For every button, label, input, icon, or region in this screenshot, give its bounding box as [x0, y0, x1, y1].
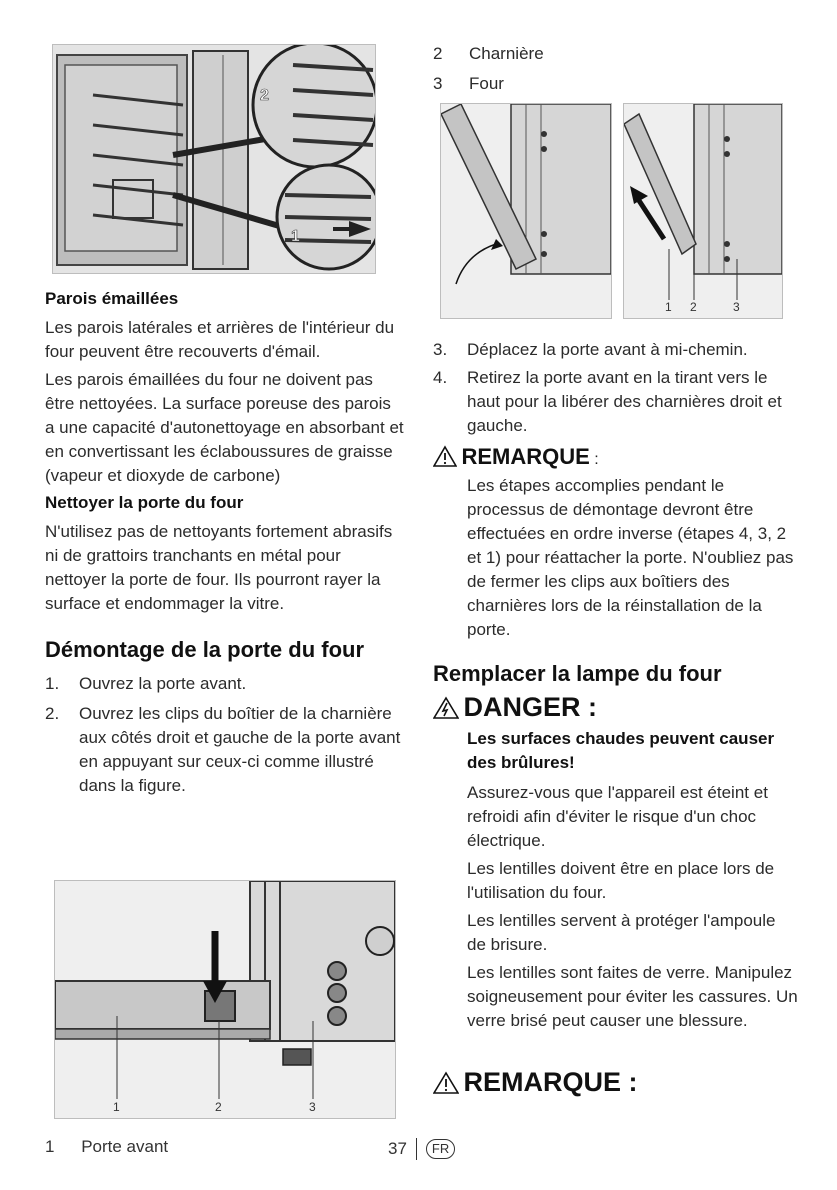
note-title: REMARQUE [461, 444, 590, 469]
door-removal-drawing-right [624, 104, 782, 318]
step-text: Ouvrez la porte avant. [79, 674, 247, 693]
step-3 [433, 338, 798, 362]
danger-warning: Les surfaces chaudes peuvent causer des brûlures! [467, 729, 775, 772]
fig3-label-3: 3 [733, 300, 740, 314]
fig3-label-1: 1 [665, 300, 672, 314]
oven-interior-figure [52, 44, 376, 274]
legend-item-charniere [433, 42, 798, 66]
legend-number: 1 [45, 1137, 55, 1156]
door-removal-drawing-left [441, 104, 611, 318]
fig1-label-1: 1 [291, 228, 300, 245]
step-number: 2. [45, 704, 60, 723]
hinge-clip-figure [54, 880, 396, 1119]
note-colon: : [594, 451, 599, 468]
page-number: 37 [388, 1139, 407, 1158]
paragraph-parois-1: Les parois latérales et arrières de l'intérieur du four peuvent être recouverts d'émail. [45, 318, 395, 361]
step-4 [433, 366, 798, 438]
step-2 [45, 702, 405, 798]
note2-title: REMARQUE : [463, 1067, 638, 1097]
danger-paragraph-4: Les lentilles sont faites de verre. Manipulez soigneusement pour éviter les cassures. Un verre brisé peut causer une blessure. [467, 963, 798, 1030]
footer-divider [416, 1138, 417, 1160]
fig2-label-3: 3 [309, 1100, 316, 1114]
hinge-clip-drawing [55, 881, 395, 1118]
oven-interior-drawing [53, 45, 375, 273]
heading-parois: Parois émaillées [45, 289, 179, 308]
paragraph-parois-2: Les parois émaillées du four ne doivent pas être nettoyées. La surface poreuse des parois a une capacité d'autonettoyage en absorbant et en convertissant les éclaboussures de graisse (vapeur et dioxyde de carbone) [45, 370, 404, 485]
danger-icon [433, 696, 459, 719]
section-title-lampe: Remplacer la lampe du four [433, 661, 722, 686]
fig1-label-2: 2 [260, 87, 269, 104]
danger-heading [433, 692, 798, 723]
heading-nettoyer-porte: Nettoyer la porte du four [45, 493, 244, 512]
danger-paragraph-3: Les lentilles servent à protéger l'ampoule de brisure. [467, 911, 776, 954]
fig2-label-1: 1 [113, 1100, 120, 1114]
warning-icon [433, 1071, 459, 1094]
legend-text: Porte avant [81, 1137, 169, 1156]
door-removal-figure-left [440, 103, 612, 319]
note2-heading [433, 1067, 798, 1098]
page-footer [388, 1138, 455, 1160]
step-number: 3. [433, 340, 448, 359]
fig2-label-2: 2 [215, 1100, 222, 1114]
note-heading [433, 444, 798, 470]
step-text: Ouvrez les clips du boîtier de la charnière aux côtés droit et gauche de la porte avant en appuyant sur ceux-ci comme illustré dans la figure. [79, 704, 401, 795]
note-text: Les étapes accomplies pendant le processus de démontage devront être effectuées en ordre inverse (étapes 4, 3, 2 et 1) pour réattacher la porte. N'oubliez pas de fermer les clips aux boîtiers des charnières lors de la réinstallation de la porte. [467, 476, 794, 639]
danger-paragraph-2: Les lentilles doivent être en place lors de l'utilisation du four. [467, 859, 775, 902]
danger-title: DANGER : [463, 692, 597, 722]
danger-paragraph-1: Assurez-vous que l'appareil est éteint et refroidi afin d'éviter le risque d'un choc électrique. [467, 783, 768, 850]
paragraph-nettoyer: N'utilisez pas de nettoyants fortement abrasifs ni de grattoirs tranchants en métal pour nettoyer la porte de four. Ils pourront rayer la surface et endommager la vitre. [45, 522, 393, 613]
fig3-label-2: 2 [690, 300, 697, 314]
step-text: Déplacez la porte avant à mi-chemin. [467, 340, 748, 359]
legend-text: Four [469, 74, 504, 93]
language-badge: FR [426, 1139, 455, 1159]
legend-number: 2 [433, 44, 443, 63]
door-removal-figure-right [623, 103, 783, 319]
step-number: 4. [433, 368, 448, 387]
legend-list [433, 42, 798, 96]
left-column [45, 288, 405, 798]
right-column [433, 338, 798, 1098]
step-1 [45, 672, 405, 696]
legend-porte-avant [45, 1137, 168, 1157]
warning-icon [433, 445, 457, 467]
step-text: Retirez la porte avant en la tirant vers le haut pour la libérer des charnières droit et gauche. [467, 368, 782, 435]
section-title-demontage: Démontage de la porte du four [45, 637, 365, 662]
legend-text: Charnière [469, 44, 544, 63]
legend-number: 3 [433, 74, 443, 93]
legend-item-four [433, 72, 798, 96]
step-number: 1. [45, 674, 60, 693]
